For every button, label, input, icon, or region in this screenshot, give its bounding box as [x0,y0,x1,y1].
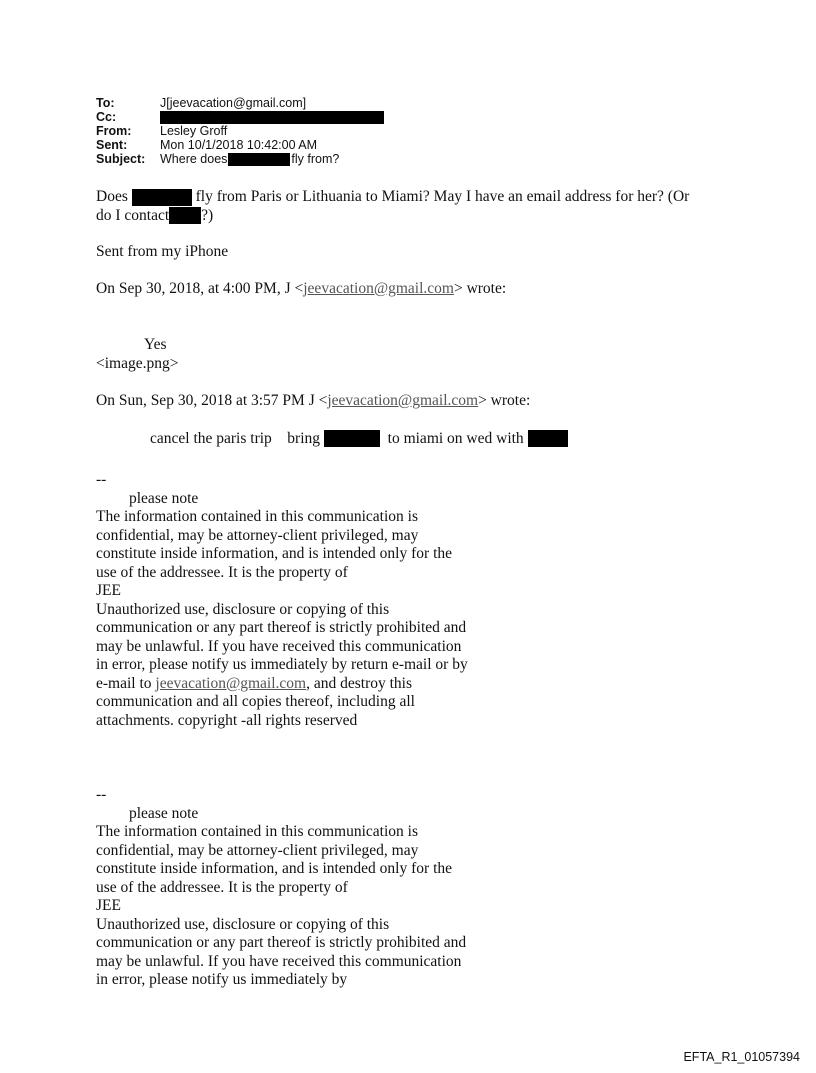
redaction-box [528,430,568,447]
quote-intro-1 [96,280,736,299]
disclaimer-jee: JEE [96,897,121,914]
redaction-box [169,207,201,224]
disclaimer-2 [96,786,476,990]
please-note: please note [129,489,199,507]
redaction-box [160,111,384,124]
document-id: EFTA_R1_01057394 [683,1050,800,1064]
message-text: do I contact [96,206,170,224]
quote-intro-2 [96,392,736,411]
redaction-box [324,430,380,447]
quote-intro-text: > wrote: [453,279,507,297]
to-value: J[jeevacation@gmail.com] [160,96,307,110]
disclaimer-text: The information contained in this communication is confidential, may be attorney-client privileged, may constitute inside information, and is intended only for the use of the addressee. It is the property of [96,823,453,896]
from-value: Lesley Groff [160,124,228,138]
cancel-text: to miami on wed with [379,429,524,447]
quote-intro-text: On Sep 30, 2018, at 4:00 PM, J < [96,279,304,297]
quote-intro-text: On Sun, Sep 30, 2018 at 3:57 PM J < [96,392,328,409]
subject-label: Subject: [96,152,146,166]
signature-separator: -- [96,786,107,803]
from-label: From: [96,124,132,138]
message-text: ?) [201,206,214,224]
cc-label: Cc: [96,110,117,124]
to-label: To: [96,96,115,110]
disclaimer-text-2: Unauthorized use, disclosure or copying of this communication or any part thereof is strictly prohibited and may be unlawful. If you have received this communication in error, please notify us immediately by [96,915,467,988]
message-line-2 [96,207,736,226]
cancel-message [96,430,736,449]
email-link[interactable]: jeevacation@gmail.com [155,674,307,692]
message-text: fly from Paris or Lithuania to Miami? May I have an email address for her? (Or [195,188,690,205]
cc-row [96,110,556,124]
redaction-box [132,189,192,206]
email-link[interactable]: jeevacation@gmail.com [327,392,479,409]
sent-label: Sent: [96,138,128,152]
subject-row [96,152,556,166]
to-row [96,96,556,110]
quote-intro-text: > wrote: [478,392,531,409]
email-header [96,96,556,166]
disclaimer-jee: JEE [96,582,121,599]
redaction-box [228,153,290,166]
cancel-text: cancel the paris trip bring [150,429,321,447]
message-line-1 [96,188,736,207]
please-note: please note [129,804,199,822]
sent-value: Mon 10/1/2018 10:42:00 AM [160,138,318,152]
from-row [96,124,556,138]
reply-yes: Yes [144,336,167,353]
email-body [96,188,736,990]
signature: Sent from my iPhone [96,243,229,260]
disclaimer-1 [96,471,476,730]
subject-text-end: fly from? [291,152,340,166]
message-text: Does [96,188,128,205]
attachment-placeholder: <image.png> [96,354,179,372]
email-link[interactable]: jeevacation@gmail.com [303,279,454,297]
subject-value [160,152,339,166]
disclaimer-text-part: , and destroy this communication and all copies thereof, including all attachments. copyright -all rights reserved [96,674,415,729]
disclaimer-text-part: Unauthorized use, disclosure or copying of this communication or any part thereof is strictly prohibited and may be unlawful. If you have received this communication in error, please notify us immediately by return e-mail or by e-mail to [96,600,468,692]
disclaimer-text: The information contained in this communication is confidential, may be attorney-client privileged, may constitute inside information, and is intended only for the use of the addressee. It is the property of [96,508,453,581]
sent-row [96,138,556,152]
signature-separator: -- [96,471,107,488]
disclaimer-text-2 [96,601,476,731]
subject-text-start: Where does [160,152,228,166]
